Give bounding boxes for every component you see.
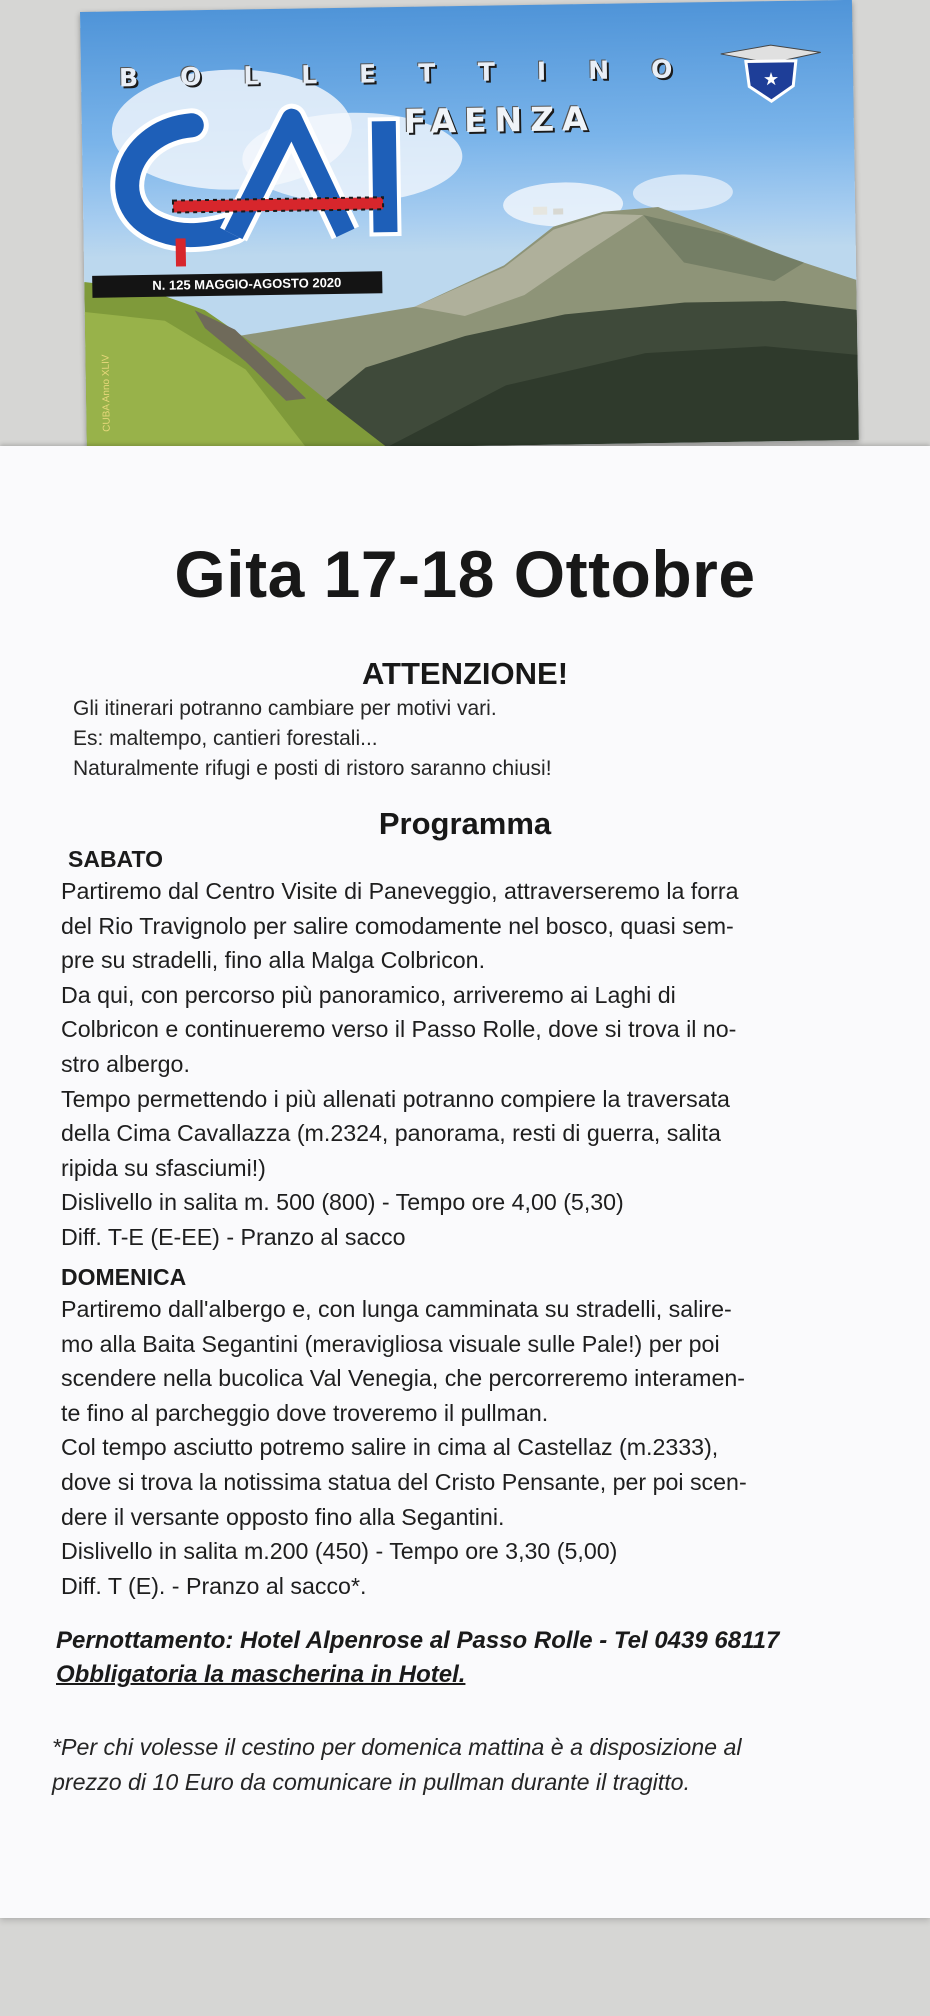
text-line: dere il versante opposto fino alla Segantini. bbox=[61, 1503, 505, 1530]
flyer-sheet bbox=[0, 446, 930, 1918]
cover-city: FAENZA bbox=[403, 98, 596, 141]
mask-notice: Obbligatoria la mascherina in Hotel. bbox=[56, 1661, 466, 1688]
text-line: Dislivello in salita m.200 (450) - Tempo ore 3,30 (5,00) bbox=[61, 1538, 618, 1565]
text-line: te fino al parcheggio dove troveremo il pullman. bbox=[61, 1399, 549, 1426]
program-heading: Programma bbox=[378, 806, 552, 841]
text-line: stro albergo. bbox=[61, 1050, 190, 1077]
lodging-line: Pernottamento: Hotel Alpenrose al Passo Rolle - Tel 0439 68117 bbox=[56, 1627, 780, 1654]
lodging-info bbox=[56, 1624, 906, 1692]
footnote-line: *Per chi volesse il cestino per domenica mattina è a disposizione al bbox=[52, 1734, 742, 1760]
text-line: Da qui, con percorso più panoramico, arriveremo ai Laghi di bbox=[61, 981, 676, 1008]
text-line: Diff. T (E). - Pranzo al sacco*. bbox=[61, 1572, 367, 1599]
domenica-label: DOMENICA bbox=[61, 1264, 187, 1290]
footnote-line: prezzo di 10 Euro da comunicare in pullman durante il tragitto. bbox=[52, 1769, 691, 1795]
text-line: ripida su sfasciumi!) bbox=[61, 1154, 266, 1181]
text-line: Dislivello in salita m. 500 (800) - Tempo ore 4,00 (5,30) bbox=[61, 1189, 624, 1216]
notice-line: Gli itinerari potranno cambiare per motivi vari. bbox=[73, 697, 497, 720]
sabato-description bbox=[61, 874, 893, 1255]
page-title: Gita 17-18 Ottobre bbox=[174, 537, 756, 611]
text-line: Tempo permettendo i più allenati potranno compiere la traversata bbox=[61, 1085, 730, 1112]
sabato-label: SABATO bbox=[68, 846, 163, 872]
attention-notice bbox=[73, 694, 873, 784]
text-line: della Cima Cavallazza (m.2324, panorama, resti di guerra, salita bbox=[61, 1120, 721, 1147]
cai-emblem-icon bbox=[721, 44, 822, 102]
magazine-cover bbox=[80, 0, 859, 452]
text-line: mo alla Baita Segantini (meravigliosa visuale sulle Pale!) per poi bbox=[61, 1330, 720, 1357]
text-line: dove si trova la notissima statua del Cristo Pensante, per poi scen- bbox=[61, 1468, 747, 1495]
text-line: Colbricon e continueremo verso il Passo Rolle, dove si trova il no- bbox=[61, 1016, 737, 1043]
notice-line: Es: maltempo, cantieri forestali... bbox=[73, 727, 378, 750]
text-line: scendere nella bucolica Val Venegia, che percorreremo interamen- bbox=[61, 1365, 745, 1392]
text-line: pre su stradelli, fino alla Malga Colbricon. bbox=[61, 947, 486, 974]
cover-header: BOLLETTINO bbox=[118, 54, 715, 93]
photo-credit: CUBA Anno XLIV bbox=[100, 354, 113, 432]
notice-line: Naturalmente rifugi e posti di ristoro saranno chiusi! bbox=[73, 757, 552, 780]
svg-text:★: ★ bbox=[762, 69, 780, 90]
text-line: Diff. T-E (E-EE) - Pranzo al sacco bbox=[61, 1223, 406, 1250]
issue-label: N. 125 MAGGIO-AGOSTO 2020 bbox=[92, 271, 382, 298]
text-line: Partiremo dall'albergo e, con lunga camminata su stradelli, salire- bbox=[61, 1296, 732, 1322]
footnote bbox=[52, 1730, 912, 1800]
text-line: Partiremo dal Centro Visite di Paneveggio, attraverseremo la forra bbox=[61, 878, 739, 904]
text-line: del Rio Travignolo per salire comodamente nel bosco, quasi sem- bbox=[61, 912, 734, 939]
attention-heading: ATTENZIONE! bbox=[361, 656, 569, 691]
text-line: Col tempo asciutto potremo salire in cima al Castellaz (m.2333), bbox=[61, 1434, 719, 1461]
domenica-description bbox=[61, 1292, 893, 1603]
